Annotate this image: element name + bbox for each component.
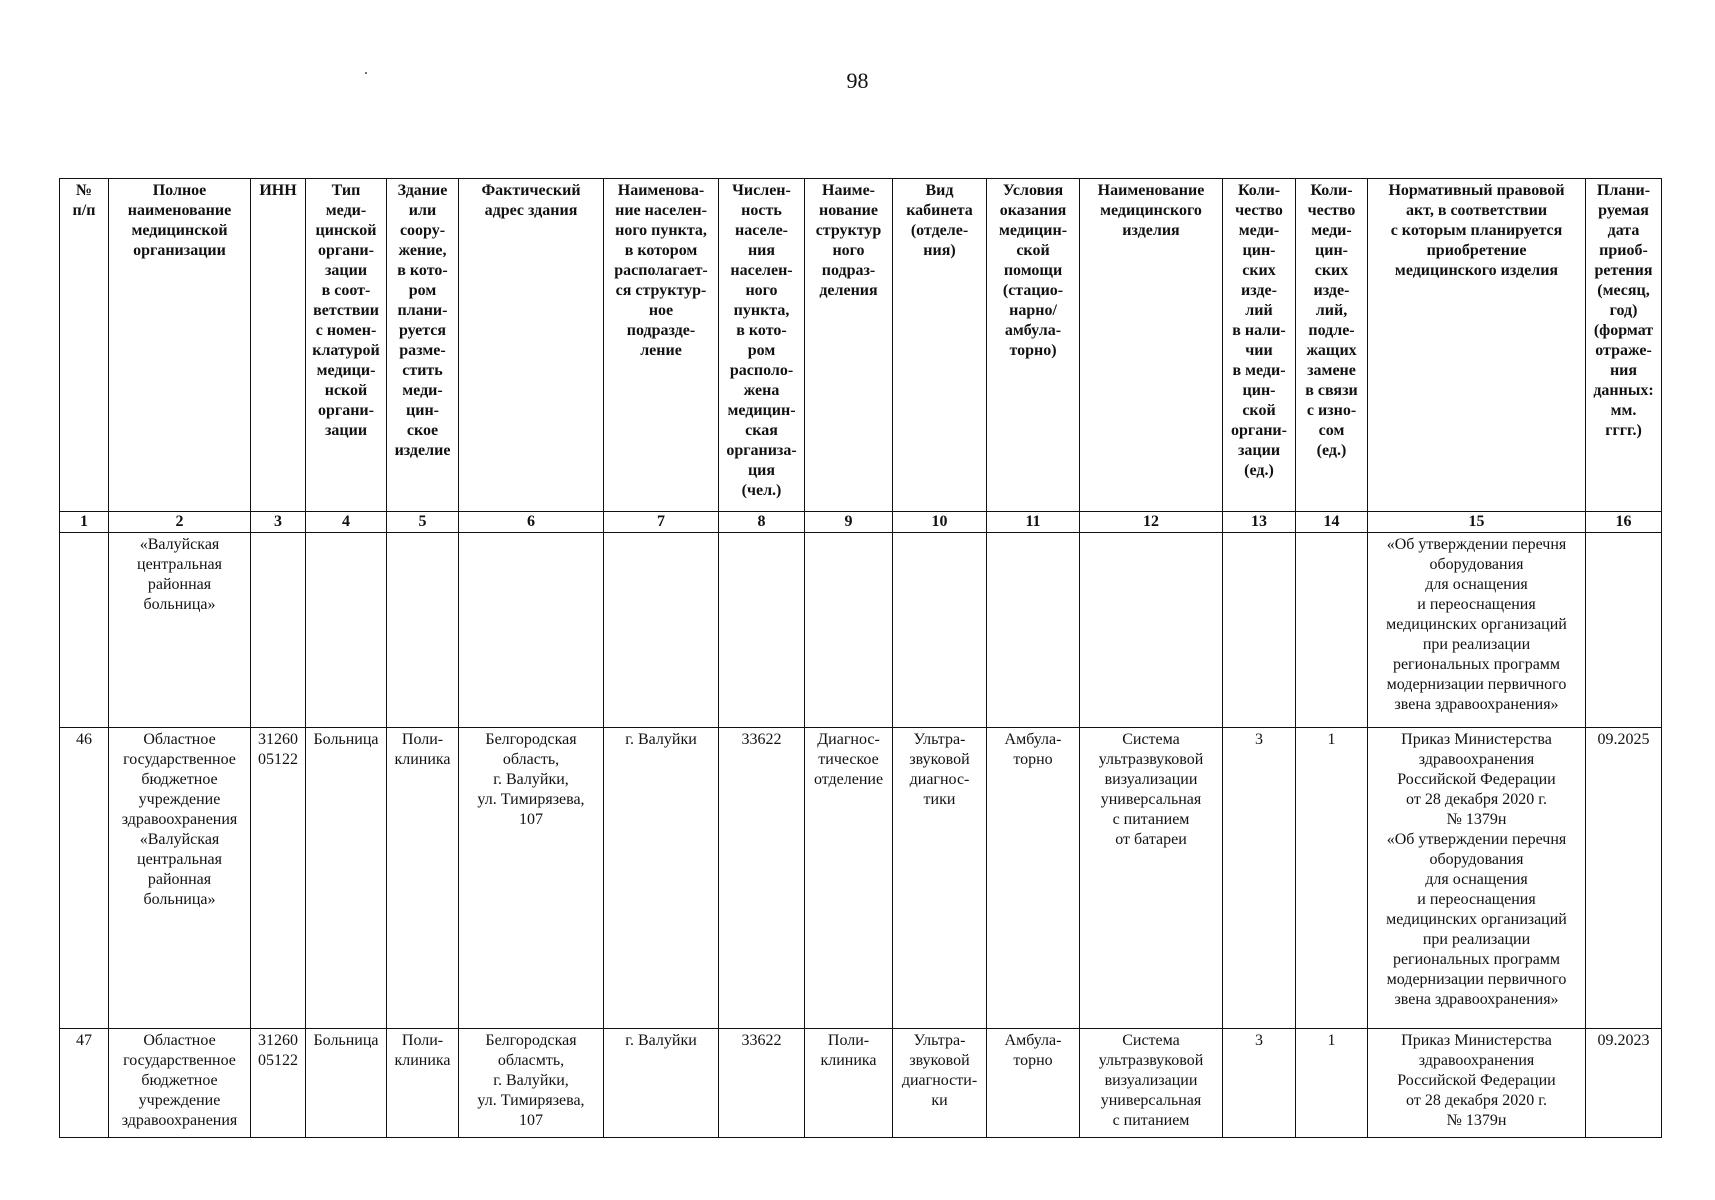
table-cell-col-14: 1 xyxy=(1296,728,1368,1029)
table-cell-col-10: Ультра- звуковой диагности- ки xyxy=(893,1029,987,1138)
column-number-5: 5 xyxy=(387,512,459,533)
column-number-10: 10 xyxy=(893,512,987,533)
column-number-3: 3 xyxy=(251,512,306,533)
table-cell-col-1 xyxy=(60,533,109,728)
table-cell-col-16 xyxy=(1586,533,1662,728)
table-cell-col-13: 3 xyxy=(1223,728,1296,1029)
column-header-15: Нормативный правовой акт, в соответствии с которым планируется приобретение медицинского изделия xyxy=(1368,179,1586,512)
column-number-2: 2 xyxy=(109,512,251,533)
table-header-row xyxy=(60,179,1662,512)
table-cell-col-15: «Об утверждении перечня оборудования для оснащения и переоснащения медицинских организаций при реализации региональных программ модернизации первичного звена здравоохранения» xyxy=(1368,533,1586,728)
column-number-6: 6 xyxy=(459,512,604,533)
table-cell-col-11 xyxy=(987,533,1080,728)
table-cell-col-9: Диагнос- тическое отделение xyxy=(805,728,893,1029)
table-cell-col-13 xyxy=(1223,533,1296,728)
table-cell-col-3 xyxy=(251,533,306,728)
table-cell-col-5: Поли- клиника xyxy=(387,728,459,1029)
table-cell-col-16: 09.2023 xyxy=(1586,1029,1662,1138)
table-row xyxy=(60,533,1662,728)
column-header-12: Наименование медицинского изделия xyxy=(1080,179,1223,512)
table-cell-col-10 xyxy=(893,533,987,728)
table-cell-col-4: Больница xyxy=(306,728,387,1029)
table-cell-col-8: 33622 xyxy=(719,728,805,1029)
column-number-8: 8 xyxy=(719,512,805,533)
table-cell-col-11: Амбула- торно xyxy=(987,1029,1080,1138)
table-cell-col-6 xyxy=(459,533,604,728)
table-cell-col-7: г. Валуйки xyxy=(604,1029,719,1138)
table-cell-col-12: Система ультразвуковой визуализации универсальная с питанием xyxy=(1080,1029,1223,1138)
column-number-15: 15 xyxy=(1368,512,1586,533)
column-header-4: Тип меди- цинской органи- зации в соот- ветствии с номен- клатурой медици- нской органи- зации xyxy=(306,179,387,512)
column-header-6: Фактический адрес здания xyxy=(459,179,604,512)
column-header-13: Коли- чество меди- цин- ских изде- лий в нали- чии в меди- цин- ской органи- зации (ед.) xyxy=(1223,179,1296,512)
table-cell-col-13: 3 xyxy=(1223,1029,1296,1138)
table-cell-col-10: Ультра- звуковой диагнос- тики xyxy=(893,728,987,1029)
table-cell-col-8: 33622 xyxy=(719,1029,805,1138)
table-cell-col-16: 09.2025 xyxy=(1586,728,1662,1029)
table-row xyxy=(60,728,1662,1029)
column-header-7: Наименова- ние населен- ного пункта, в котором располагает- ся структур- ное подразде- ление xyxy=(604,179,719,512)
column-header-10: Вид кабинета (отделе- ния) xyxy=(893,179,987,512)
table-cell-col-2: Областное государственное бюджетное учреждение здравоохранения «Валуйская центральная районная больница» xyxy=(109,728,251,1029)
table-cell-col-3: 31260 05122 xyxy=(251,728,306,1029)
column-header-2: Полное наименование медицинской организации xyxy=(109,179,251,512)
table-cell-col-7 xyxy=(604,533,719,728)
table-cell-col-8 xyxy=(719,533,805,728)
table-cell-col-11: Амбула- торно xyxy=(987,728,1080,1029)
column-number-13: 13 xyxy=(1223,512,1296,533)
column-number-row xyxy=(60,512,1662,533)
equipment-table xyxy=(59,178,1662,1138)
table-cell-col-14: 1 xyxy=(1296,1029,1368,1138)
table-cell-col-6: Белгородская обласмть, г. Валуйки, ул. Тимирязева, 107 xyxy=(459,1029,604,1138)
column-number-9: 9 xyxy=(805,512,893,533)
table-cell-col-2: Областное государственное бюджетное учреждение здравоохранения xyxy=(109,1029,251,1138)
column-number-4: 4 xyxy=(306,512,387,533)
table-body xyxy=(60,533,1662,1138)
page-number: 98 xyxy=(846,68,869,93)
column-number-7: 7 xyxy=(604,512,719,533)
table-cell-col-6: Белгородская область, г. Валуйки, ул. Тимирязева, 107 xyxy=(459,728,604,1029)
table-cell-col-4: Больница xyxy=(306,1029,387,1138)
column-header-8: Числен- ность населе- ния населен- ного пункта, в кото- ром располо- жена медицин- ская организа- ция (чел.) xyxy=(719,179,805,512)
table-cell-col-3: 31260 05122 xyxy=(251,1029,306,1138)
table-row xyxy=(60,1029,1662,1138)
column-number-16: 16 xyxy=(1586,512,1662,533)
table-cell-col-14 xyxy=(1296,533,1368,728)
column-header-14: Коли- чество меди- цин- ских изде- лий, подле- жащих замене в связи с изно- сом (ед.) xyxy=(1296,179,1368,512)
scan-dot xyxy=(365,72,367,74)
table-cell-col-9 xyxy=(805,533,893,728)
table-cell-col-7: г. Валуйки xyxy=(604,728,719,1029)
column-number-12: 12 xyxy=(1080,512,1223,533)
table-cell-col-1: 47 xyxy=(60,1029,109,1138)
column-header-9: Наиме- нование структур ного подраз- деления xyxy=(805,179,893,512)
column-header-16: Плани- руемая дата приоб- ретения (месяц, год) (формат отраже- ния данных: мм. гггг.) xyxy=(1586,179,1662,512)
table-cell-col-5: Поли- клиника xyxy=(387,1029,459,1138)
table-cell-col-5 xyxy=(387,533,459,728)
table-cell-col-12: Система ультразвуковой визуализации универсальная с питанием от батареи xyxy=(1080,728,1223,1029)
table-cell-col-2: «Валуйская центральная районная больница» xyxy=(109,533,251,728)
table-cell-col-4 xyxy=(306,533,387,728)
table-cell-col-9: Поли- клиника xyxy=(805,1029,893,1138)
column-header-3: ИНН xyxy=(251,179,306,512)
table-cell-col-1: 46 xyxy=(60,728,109,1029)
table-cell-col-12 xyxy=(1080,533,1223,728)
column-number-1: 1 xyxy=(60,512,109,533)
column-number-11: 11 xyxy=(987,512,1080,533)
table-cell-col-15: Приказ Министерства здравоохранения Российской Федерации от 28 декабря 2020 г. № 1379н «Об утверждении перечня оборудования для оснащения и переоснащения медицинских организаций при реализации региональных программ модернизации первичного звена здравоохранения» xyxy=(1368,728,1586,1029)
column-header-1: № п/п xyxy=(60,179,109,512)
column-number-14: 14 xyxy=(1296,512,1368,533)
column-header-11: Условия оказания медицин- ской помощи (стацио- нарно/ амбула- торно) xyxy=(987,179,1080,512)
table-cell-col-15: Приказ Министерства здравоохранения Российской Федерации от 28 декабря 2020 г. № 1379н xyxy=(1368,1029,1586,1138)
column-header-5: Здание или соору- жение, в кото- ром плани- руется разме- стить меди- цин- ское изделие xyxy=(387,179,459,512)
